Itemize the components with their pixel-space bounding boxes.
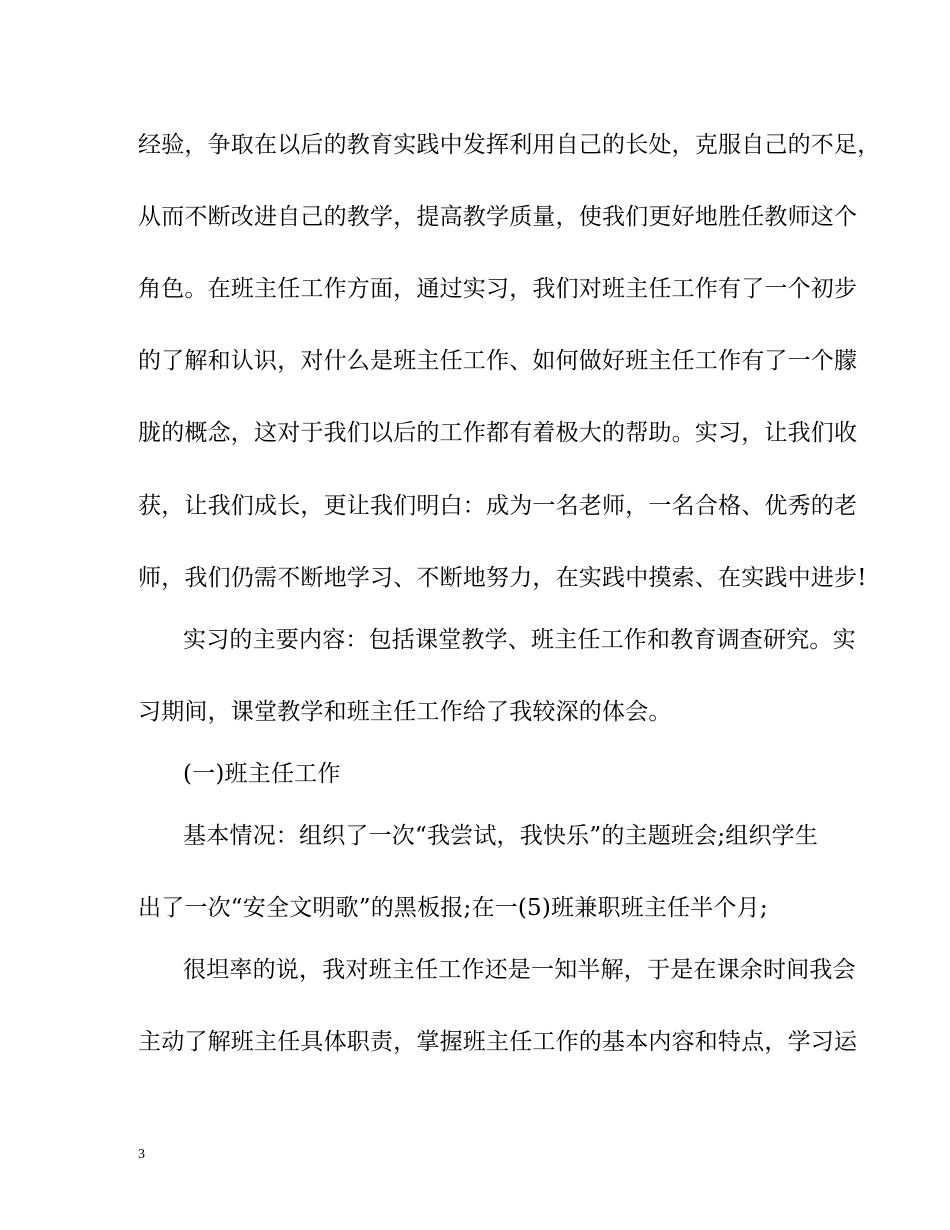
section-heading: (一)班主任工作 [183, 761, 341, 787]
text-line: 从而不断改进自己的教学，提高教学质量，使我们更好地胜任教师这个 [138, 204, 858, 230]
text-line: 的了解和认识，对什么是班主任工作、如何做好班主任工作有了一个朦 [138, 348, 858, 374]
text-line: 获，让我们成长，更让我们明白：成为一名老师，一名合格、优秀的老 [138, 493, 858, 519]
paragraph-first-line: 实习的主要内容：包括课堂教学、班主任工作和教育调查研究。实 [183, 627, 856, 653]
page-number: 3 [138, 1147, 145, 1162]
text-line: 师，我们仍需不断地学习、不断地努力，在实践中摸索、在实践中进步! [138, 565, 867, 591]
text-line: 习期间，课堂教学和班主任工作给了我较深的体会。 [138, 699, 672, 725]
text-line: 经验，争取在以后的教育实践中发挥利用自己的长处，克服自己的不足， [138, 132, 881, 158]
text-line: 出了一次“安全文明歌”的黑板报;在一(5)班兼职班主任半个月; [138, 895, 768, 921]
paragraph-first-line: 基本情况：组织了一次“我尝试，我快乐”的主题班会;组织学生 [183, 823, 819, 849]
text-line: 角色。在班主任工作方面，通过实习，我们对班主任工作有了一个初步 [138, 276, 858, 302]
paragraph-first-line: 很坦率的说，我对班主任工作还是一知半解，于是在课余时间我会 [183, 957, 856, 983]
text-line: 主动了解班主任具体职责，掌握班主任工作的基本内容和特点，学习运 [138, 1029, 858, 1055]
text-line: 胧的概念，这对于我们以后的工作都有着极大的帮助。实习，让我们收 [138, 420, 858, 446]
